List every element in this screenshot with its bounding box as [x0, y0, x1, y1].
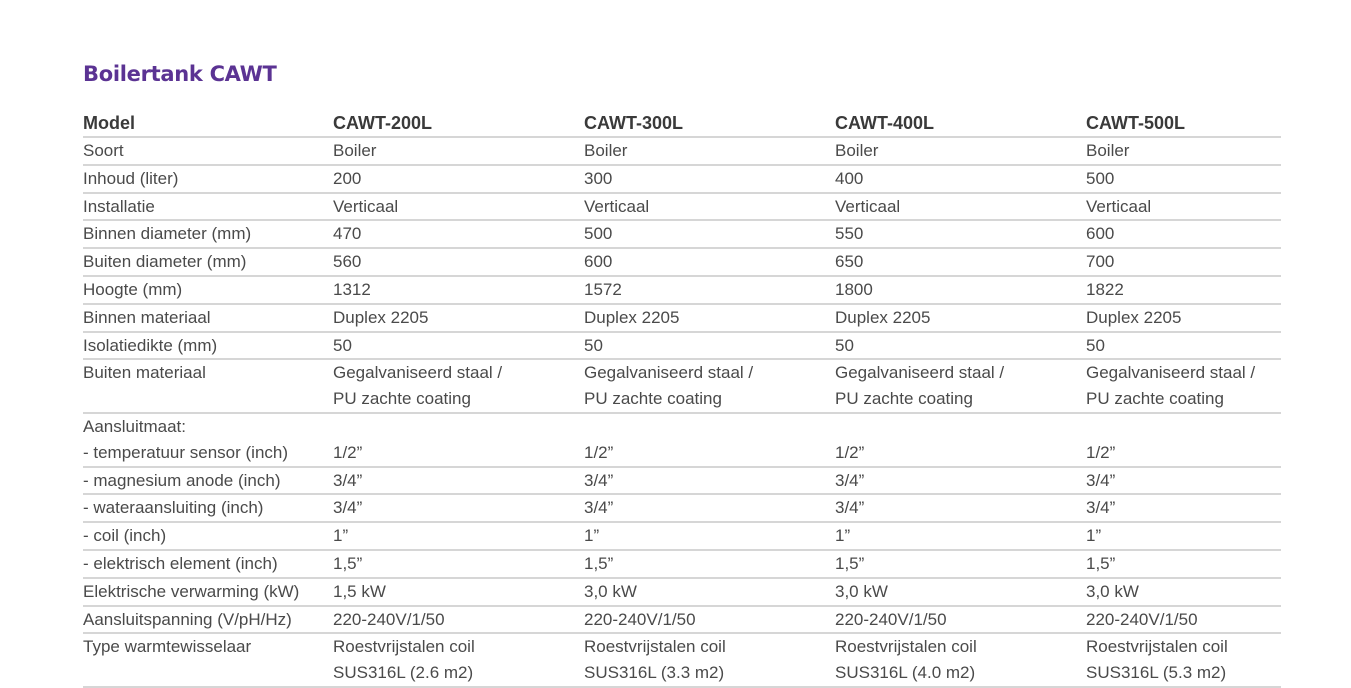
- table-cell: [333, 550, 584, 578]
- table-cell: [333, 440, 584, 467]
- cell-value: 3/4”: [333, 470, 363, 490]
- cell-value-line2: SUS316L (2.6 m2): [333, 663, 474, 683]
- table-cell: [333, 276, 584, 304]
- cell-value: 3,0 kW: [835, 581, 888, 601]
- header-cell-cawt-400l: CAWT-400L: [835, 113, 935, 133]
- row-label: - temperatuur sensor (inch): [83, 442, 289, 462]
- table-cell: [584, 276, 835, 304]
- table-cell: [333, 522, 584, 550]
- cell-value: 300: [584, 168, 613, 188]
- cell-value: Verticaal: [1086, 196, 1152, 216]
- cell-value: 50: [333, 335, 352, 355]
- cell-value: 1”: [1086, 526, 1102, 546]
- table-cell: [1086, 467, 1281, 495]
- cell-value: 600: [1086, 224, 1115, 244]
- table-cell: [835, 304, 1086, 332]
- cell-value: 650: [835, 252, 864, 272]
- cell-value-line2: PU zachte coating: [584, 389, 722, 409]
- table-row: [83, 578, 1281, 606]
- row-label: Type warmtewisselaar: [83, 637, 252, 657]
- table-cell: [333, 606, 584, 634]
- cell-value: 1/2”: [835, 442, 865, 462]
- cell-value: 3/4”: [584, 470, 614, 490]
- table-cell: [1086, 440, 1281, 467]
- table-cell: [333, 248, 584, 276]
- cell-value: 500: [1086, 168, 1115, 188]
- table-cell: [333, 467, 584, 495]
- table-cell: [1086, 578, 1281, 606]
- table-row: [83, 522, 1281, 550]
- table-row: [83, 633, 1281, 687]
- table-row: [83, 137, 1281, 165]
- cell-value: Duplex 2205: [1086, 307, 1182, 327]
- cell-value: 1800: [835, 279, 873, 299]
- table-cell: [835, 606, 1086, 634]
- cell-value-line2: SUS316L (3.3 m2): [584, 663, 725, 683]
- table-row: [83, 440, 1281, 467]
- cell-value: 1/2”: [1086, 442, 1116, 462]
- header-cell-cawt-200l: CAWT-200L: [333, 113, 433, 133]
- row-label: Binnen materiaal: [83, 307, 211, 327]
- table-cell: [835, 276, 1086, 304]
- table-cell: [1086, 550, 1281, 578]
- table-cell: [835, 413, 1086, 440]
- table-cell: [584, 332, 835, 360]
- table-cell: [1086, 137, 1281, 165]
- cell-value: 3/4”: [333, 498, 363, 518]
- table-cell: [584, 494, 835, 522]
- table-header-row: [83, 109, 1281, 137]
- cell-value: 50: [584, 335, 603, 355]
- cell-value: 50: [835, 335, 854, 355]
- table-cell: [1086, 165, 1281, 193]
- table-row: [83, 165, 1281, 193]
- table-cell: [835, 165, 1086, 193]
- table-row: [83, 220, 1281, 248]
- cell-value: Gegalvaniseerd staal /: [584, 363, 754, 383]
- header-cell-cawt-500l: CAWT-500L: [1086, 113, 1186, 133]
- cell-value: Duplex 2205: [584, 307, 680, 327]
- cell-value-line2: PU zachte coating: [835, 389, 973, 409]
- table-cell: [333, 413, 584, 440]
- cell-value: 600: [584, 252, 613, 272]
- cell-value: Boiler: [333, 141, 377, 160]
- cell-value-line2: SUS316L (5.3 m2): [1086, 663, 1227, 683]
- table-row: [83, 550, 1281, 578]
- table-row: [83, 248, 1281, 276]
- cell-value: 220-240V/1/50: [1086, 609, 1198, 629]
- table-cell: [584, 165, 835, 193]
- table-cell: [584, 522, 835, 550]
- table-cell: [584, 220, 835, 248]
- cell-value: 550: [835, 224, 864, 244]
- table-row: [83, 606, 1281, 634]
- table-cell: [835, 193, 1086, 221]
- table-cell: [835, 220, 1086, 248]
- row-label: Isolatiedikte (mm): [83, 335, 218, 355]
- table-row: [83, 304, 1281, 332]
- row-label: Inhoud (liter): [83, 168, 179, 188]
- cell-value: Boiler: [584, 141, 628, 160]
- cell-value: 1/2”: [333, 442, 363, 462]
- cell-value: 500: [584, 224, 613, 244]
- cell-value: Duplex 2205: [333, 307, 429, 327]
- table-cell: [835, 633, 1086, 687]
- cell-value: 3/4”: [1086, 498, 1116, 518]
- table-cell: [1086, 220, 1281, 248]
- cell-value: 400: [835, 168, 864, 188]
- table-cell: [1086, 494, 1281, 522]
- row-label: - magnesium anode (inch): [83, 470, 281, 490]
- cell-value: 220-240V/1/50: [835, 609, 947, 629]
- cell-value: 3/4”: [584, 498, 614, 518]
- table-cell: [584, 359, 835, 413]
- cell-value: Roestvrijstalen coil: [1086, 637, 1228, 657]
- table-cell: [1086, 606, 1281, 634]
- table-cell: [1086, 522, 1281, 550]
- cell-value: Boiler: [835, 141, 879, 160]
- table-cell: [1086, 633, 1281, 687]
- row-label: Buiten materiaal: [83, 363, 206, 383]
- table-cell: [333, 304, 584, 332]
- cell-value: Verticaal: [584, 196, 650, 216]
- cell-value: Verticaal: [835, 196, 901, 216]
- cell-value: 1”: [584, 526, 600, 546]
- table-cell: [584, 578, 835, 606]
- table-cell: [835, 467, 1086, 495]
- row-label: - wateraansluiting (inch): [83, 498, 264, 518]
- cell-value-line2: PU zachte coating: [333, 389, 471, 409]
- cell-value: 470: [333, 224, 362, 244]
- cell-value: 3/4”: [835, 498, 865, 518]
- table-body: [83, 137, 1281, 687]
- cell-value: 700: [1086, 252, 1115, 272]
- table-cell: [835, 137, 1086, 165]
- row-label: Soort: [83, 141, 124, 160]
- spec-table: [83, 109, 1281, 688]
- table-row: [83, 413, 1281, 440]
- cell-value-line2: PU zachte coating: [1086, 389, 1224, 409]
- header-cell-cawt-300l: CAWT-300L: [584, 113, 684, 133]
- table-cell: [584, 440, 835, 467]
- table-cell: [1086, 276, 1281, 304]
- cell-value: 560: [333, 252, 362, 272]
- cell-value: 3/4”: [835, 470, 865, 490]
- cell-value: 1”: [835, 526, 851, 546]
- table-cell: [333, 193, 584, 221]
- table-cell: [1086, 413, 1281, 440]
- table-cell: [1086, 332, 1281, 360]
- table-cell: [333, 332, 584, 360]
- table-cell: [584, 606, 835, 634]
- cell-value: 1822: [1086, 279, 1124, 299]
- cell-value-line2: SUS316L (4.0 m2): [835, 663, 976, 683]
- row-label: Aansluitmaat:: [83, 416, 186, 436]
- table-cell: [584, 248, 835, 276]
- cell-value: Roestvrijstalen coil: [835, 637, 977, 657]
- cell-value: Roestvrijstalen coil: [333, 637, 475, 657]
- table-row: [83, 494, 1281, 522]
- cell-value: 3/4”: [1086, 470, 1116, 490]
- table-row: [83, 467, 1281, 495]
- table-cell: [835, 522, 1086, 550]
- table-cell: [584, 304, 835, 332]
- cell-value: 1572: [584, 279, 622, 299]
- cell-value: Roestvrijstalen coil: [584, 637, 726, 657]
- table-row: [83, 332, 1281, 360]
- cell-value: 1,5”: [584, 553, 614, 573]
- row-label: Elektrische verwarming (kW): [83, 581, 300, 601]
- cell-value: 1/2”: [584, 442, 614, 462]
- table-cell: [584, 467, 835, 495]
- cell-value: 1312: [333, 279, 371, 299]
- table-cell: [584, 413, 835, 440]
- table-row: [83, 193, 1281, 221]
- table-cell: [835, 359, 1086, 413]
- cell-value: Gegalvaniseerd staal /: [1086, 363, 1256, 383]
- table-cell: [835, 494, 1086, 522]
- table-cell: [584, 193, 835, 221]
- cell-value: 1,5 kW: [333, 581, 386, 601]
- cell-value: 1,5”: [1086, 553, 1116, 573]
- header-cell-model: Model: [83, 113, 135, 133]
- cell-value: Duplex 2205: [835, 307, 931, 327]
- table-cell: [835, 440, 1086, 467]
- table-cell: [1086, 248, 1281, 276]
- table-cell: [333, 137, 584, 165]
- cell-value: 1,5”: [835, 553, 865, 573]
- row-label: - elektrisch element (inch): [83, 553, 278, 573]
- table-cell: [333, 494, 584, 522]
- cell-value: 50: [1086, 335, 1105, 355]
- table-cell: [835, 248, 1086, 276]
- cell-value: 3,0 kW: [584, 581, 637, 601]
- table-cell: [1086, 304, 1281, 332]
- table-cell: [333, 633, 584, 687]
- cell-value: 200: [333, 168, 362, 188]
- table-cell: [333, 220, 584, 248]
- table-cell: [584, 137, 835, 165]
- cell-value: 3,0 kW: [1086, 581, 1139, 601]
- row-label: Aansluitspanning (V/pH/Hz): [83, 609, 292, 629]
- row-label: Binnen diameter (mm): [83, 224, 252, 244]
- row-label: Hoogte (mm): [83, 279, 183, 299]
- table-row: [83, 359, 1281, 413]
- table-row: [83, 276, 1281, 304]
- cell-value: Gegalvaniseerd staal /: [333, 363, 503, 383]
- cell-value: 220-240V/1/50: [584, 609, 696, 629]
- table-cell: [333, 578, 584, 606]
- cell-value: Verticaal: [333, 196, 399, 216]
- table-cell: [835, 578, 1086, 606]
- row-label: Buiten diameter (mm): [83, 252, 247, 272]
- cell-value: Boiler: [1086, 141, 1130, 160]
- table-cell: [333, 165, 584, 193]
- row-label: Installatie: [83, 196, 155, 216]
- table-cell: [1086, 359, 1281, 413]
- table-cell: [584, 633, 835, 687]
- cell-value: 1,5”: [333, 553, 363, 573]
- table-cell: [835, 332, 1086, 360]
- row-label: - coil (inch): [83, 526, 167, 546]
- cell-value: 220-240V/1/50: [333, 609, 445, 629]
- table-cell: [584, 550, 835, 578]
- table-cell: [835, 550, 1086, 578]
- table-cell: [333, 359, 584, 413]
- cell-value: 1”: [333, 526, 349, 546]
- cell-value: Gegalvaniseerd staal /: [835, 363, 1005, 383]
- table-cell: [1086, 193, 1281, 221]
- page-title: Boilertank CAWT: [83, 62, 277, 86]
